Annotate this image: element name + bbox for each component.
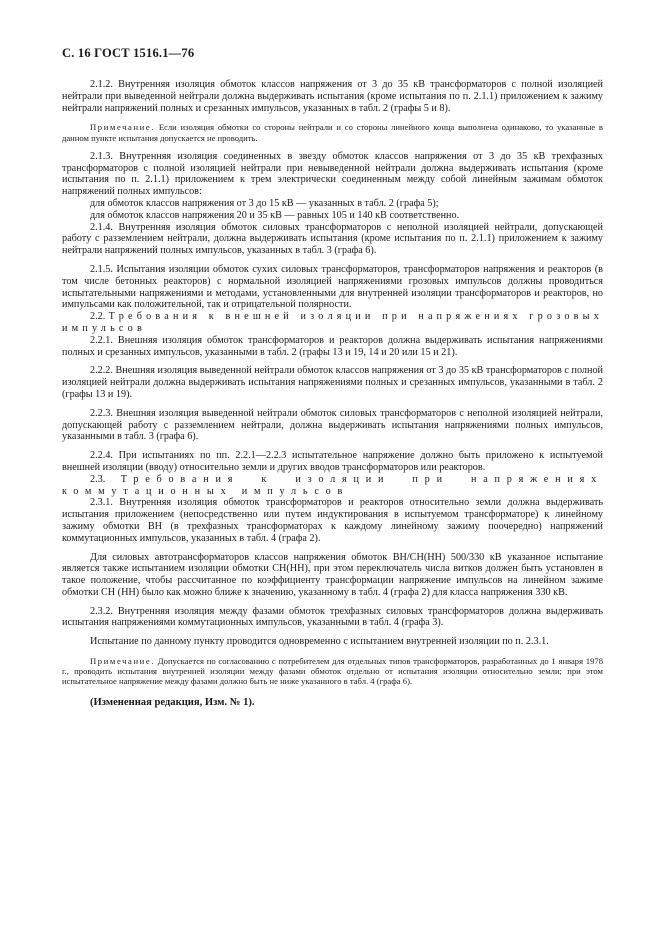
note-1-text: Если изоляция обмотки со стороны нейтрали и со стороны линейного конца выполнена одинаково, то указанные в данном пункте испытания допускается не проводить. xyxy=(62,122,603,143)
amendment-note: (Измененная редакция, Изм. № 1). xyxy=(90,696,255,708)
note-1-heading: Примечание. xyxy=(90,122,156,133)
section-2-2-title: Требования к внешней изоляции при напряжениях грозовых импульсов xyxy=(62,311,604,334)
list-item-3-15kv: для обмоток классов напряжения от 3 до 15 кВ — указанных в табл. 2 (графа 5); xyxy=(90,197,439,209)
paragraph-2-2-4: 2.2.4. При испытаниях по пп. 2.2.1—2.2.3 испытательное напряжение должно быть приложено к испытуемой внешней изоляции (вводу) относительно земли и других вводов трансформаторов или реакторов. xyxy=(62,450,603,473)
paragraph-2-1-2: 2.1.2. Внутренняя изоляция обмоток классов напряжения от 3 до 35 кВ трансформаторов с полной изоляцией нейтрали при выведенной нейтрали должна выдерживать испытания (кроме испытания по п. 2.1.1) приложением к зажиму нейтрали напряжений полных и срезанных импульсов, указанных в табл. 2 (графы 5 и 8). xyxy=(62,79,603,114)
paragraph-autotransformers: Для силовых автотрансформаторов классов напряжения обмоток ВН/СН(НН) 500/330 кВ указанное испытание является также испытанием изоляции обмотки СН(НН), при этом переключатель числа витков должен быть установлен в такое положение, чтобы рассчитанное по коэффициенту трансформации напряжение импульсов на линейном зажиме обмотки СН (НН) было как можно ближе к значению, указанному в табл. 4 (графа 2) для класса напряжения 330 кВ. xyxy=(62,551,603,598)
note-2-text: Допускается по согласованию с потребителем для отдельных типов трансформаторов, разработанных до 1 января 1978 г., проводить испытания внутренней изоляции между фазами обмоток отдельно от испытания изоляции относительно земли; при этом испытательное напряжение между фазами должно быть не ниже указанного в табл. 4 (графа 6). xyxy=(62,656,603,687)
paragraph-2-2-3: 2.2.3. Внешняя изоляция выведенной нейтрали обмоток силовых трансформаторов с неполной изоляцией нейтрали, допускающей работу с разземлением нейтрали, должна выдерживать испытания напряжениями полных импульсов, указанными в табл. 3 (графа 6). xyxy=(62,407,603,443)
section-2-3-title: Требования к изоляции при напряжениях коммутационных импульсов xyxy=(62,473,604,497)
paragraph-2-1-3: 2.1.3. Внутренняя изоляция соединенных в звезду обмоток классов напряжения от 3 до 35 кВ трехфазных трансформаторов с полной изоляцией нейтрали при невыведенной нейтрали должна выдерживать испытания (кроме испытания по п. 2.1.1) приложением к трем электрически соединенным между собой линейным зажимам обмоток напряжений полных импульсов: xyxy=(62,150,603,198)
page-header: С. 16 ГОСТ 1516.1—76 xyxy=(62,46,195,60)
document-body xyxy=(62,79,603,708)
paragraph-2-2-1: 2.2.1. Внешняя изоляция обмоток трансформаторов и реакторов должна выдерживать испытания напряжениями полных и срезанных импульсов, указанными в табл. 2 (графы 13 и 19, 14 и 20 или 15 и 21). xyxy=(62,334,603,358)
section-2-2-number: 2.2. xyxy=(90,311,106,323)
note-2-heading: Примечание. xyxy=(90,656,156,667)
note-2 xyxy=(62,656,603,687)
section-2-2-heading xyxy=(62,311,603,335)
paragraph-2-1-4: 2.1.4. Внутренняя изоляция обмоток силовых трансформаторов с неполной изоляцией нейтрали, допускающей работу с разземлением нейтрали, должна выдерживать испытания (кроме испытания по п. 2.1.1) приложением к зажиму нейтрали напряжений полных импульсов, указанных в табл. 3 (графа 6). xyxy=(62,221,603,257)
paragraph-simultaneous-test: Испытание по данному пункту проводится одновременно с испытанием внутренней изоляции по п. 2.3.1. xyxy=(90,636,549,648)
list-item-20-35kv: для обмоток классов напряжения 20 и 35 кВ — равных 105 и 140 кВ соответственно. xyxy=(90,209,460,221)
section-2-3-heading xyxy=(62,474,603,498)
note-1 xyxy=(62,122,603,142)
paragraph-2-3-1: 2.3.1. Внутренняя изоляция обмоток трансформаторов и реакторов относительно земли должна выдерживать испытания приложением (непосредственно или путем индуктирования в испытуемом трансформаторе) к линейному зажиму обмотки ВН (в трехфазных трансформаторах к каждому линейному зажиму поочередно) напряжений коммутационных импульсов, указанных в табл. 4 (графа 2). xyxy=(62,497,603,544)
paragraph-2-1-5: 2.1.5. Испытания изоляции обмоток сухих силовых трансформаторов, трансформаторов напряжения и реакторов (в том числе бетонных реакторов) с нормальной изоляцией напряжениями грозовых импульсов должны проводиться испытательными напряжениями и методами, установленными для внутренней изоляции трансформаторов и реакторов, но импульсами как положительной, так и отрицательной полярности. xyxy=(62,263,603,311)
section-2-3-number: 2.3. xyxy=(90,473,106,485)
paragraph-2-2-2: 2.2.2. Внешняя изоляция выведенной нейтрали обмоток классов напряжения от 3 до 35 кВ трансформаторов с полной изоляцией нейтрали должна выдерживать испытания напряжениями полных и срезанных импульсов, указанными в табл. 2 (графы 13 и 19). xyxy=(62,365,603,400)
paragraph-2-3-2: 2.3.2. Внутренняя изоляция между фазами обмоток трехфазных силовых трансформаторов должна выдерживать испытания напряжениями коммутационных импульсов, указанными в табл. 4 (графа 3). xyxy=(62,605,603,629)
